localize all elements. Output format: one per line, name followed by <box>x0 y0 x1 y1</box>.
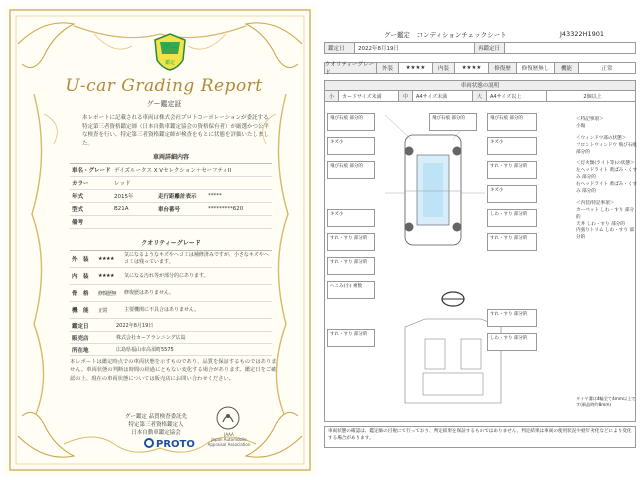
dealer-key: 販売店 <box>72 335 89 342</box>
damage-label: すれ・すり 部分的 <box>327 257 375 275</box>
repair-label: 修復歴 <box>489 63 517 73</box>
dealer-key: 鑑定日 <box>72 323 89 330</box>
damage-label: キズ小 <box>327 209 375 227</box>
report-subtitle: グー鑑定証 <box>146 100 182 108</box>
org-line: 特定第三者資格鑑定人 <box>128 421 184 428</box>
org-line: グー鑑定 品質検査委託先 <box>124 414 188 420</box>
chassis-label: 車台番号 <box>158 207 181 213</box>
quality-row <box>70 302 272 319</box>
mileage-label: 走行距離計表示 <box>158 194 197 200</box>
quality-key: 骨 格 <box>72 291 89 297</box>
quality-desc: 気になる汚れ等が部分的にあります。 <box>124 272 209 279</box>
proto-logo <box>144 438 195 450</box>
size-big-label: 大 <box>473 91 487 101</box>
dealer-row <box>70 320 272 332</box>
quality-row <box>70 251 272 268</box>
size-big-value: A4サイズ以上 <box>487 91 547 101</box>
quality-key: 外 装 <box>72 257 89 263</box>
damage-label: 飛び石痕 部分的 <box>429 113 477 131</box>
size-small-label: 小 <box>325 91 339 101</box>
size-small-value: カードサイズ未満 <box>339 91 399 101</box>
detail-row <box>70 203 272 216</box>
detail-key: カラー <box>72 181 89 187</box>
quality-row <box>70 268 272 285</box>
size-count: 2個以上 <box>583 93 602 100</box>
remarks-label: 備考 <box>72 220 84 226</box>
note-line: 左ヘッドライト 黄ばみ・くすみ 部分的 <box>576 168 638 181</box>
damage-label: キズ小 <box>327 137 375 155</box>
damage-label: へこみ(小) 複数 <box>327 281 375 299</box>
damage-label: 飛び石痕 部分的 <box>327 113 375 131</box>
repair-value: 修復歴無し <box>517 63 555 73</box>
model-value: B21A <box>114 206 129 212</box>
damage-label: キズ小 <box>487 185 537 203</box>
quality-stars: 正常 <box>98 307 108 314</box>
special-notes <box>576 117 638 242</box>
quality-desc: 修復歴はありません。 <box>124 289 175 296</box>
appraisal-date-row <box>324 42 636 54</box>
note-line: 天井 しわ・すり 部分的 <box>576 221 625 227</box>
dealer-value: 株式会社カーアランニング広島 <box>116 335 186 341</box>
size-mid-label: 中 <box>399 91 413 101</box>
vehicle-details <box>70 150 272 319</box>
note-line: ＜内装/特記事項＞ <box>576 200 615 206</box>
function-value: 正常 <box>601 66 613 72</box>
proto-text: PROTO <box>156 439 195 450</box>
certificate-note: 本レポートは鑑定時点での車両状態を示すものであり、品質を保証するものではありません。車両状態の判断は時間の経過にともない変化する場合があります。鑑定日をご確認の上、現在の車両状態については販売店にお問い合わせください。 <box>70 359 277 382</box>
jaaa-sub: Japan Automobile Appraisal Association <box>207 437 251 447</box>
note-line: ＜ウィンドウ部の状態＞ <box>576 135 627 141</box>
mileage-value: ***** <box>208 193 222 199</box>
tire-note: タイヤ溝は4輪全て4mm以上です(新品時約8mm) <box>576 396 636 407</box>
note-line: カーペット しわ・すり 部分的 <box>576 207 635 220</box>
sheet-title: グー鑑定 コンディションチェックシート <box>384 31 507 39</box>
damage-label: 飛び石痕 部分的 <box>327 161 375 179</box>
note-line: フロントウィンドウ 飛び石痕 部分的 <box>576 142 637 155</box>
note-line: ＜灯火類(ライト等)の状態＞ <box>576 161 635 167</box>
vehicle-section-title: 車両詳細内容 <box>70 150 272 164</box>
dealer-key: 所在地 <box>72 347 89 354</box>
quality-desc: 気になるようなキズやヘコミは補修済みですが、小さなキズやヘコミは残っています。 <box>124 252 269 265</box>
detail-row <box>70 190 272 203</box>
quality-desc: 主要機関に不具合はありません。 <box>124 306 200 313</box>
dealer-details <box>70 320 272 356</box>
sheet-disclaimer: 車両状態の確認は、鑑定師の目視にて行っており、判定結果を保証するものではありません。判定結果は車両の使用状況や経年劣化などにより変化する場合があります。 <box>324 426 636 448</box>
year-label: 年式 <box>72 194 84 200</box>
reappraisal-value <box>505 43 635 53</box>
exterior-value: ★★★★ <box>399 63 433 73</box>
logo-main-text: グー <box>162 43 178 52</box>
quality-grade-row <box>324 62 636 74</box>
jaaa-caption <box>204 432 254 447</box>
appraiser-organization <box>96 414 216 438</box>
exterior-label: 外装 <box>377 63 399 73</box>
damage-label: しわ・すり 部分的 <box>487 333 537 351</box>
damage-label: すれ・すり 部分的 <box>487 309 537 327</box>
detail-value: レッド <box>114 181 131 187</box>
function-label: 機能 <box>555 63 579 73</box>
damage-label: すれ・すり 部分的 <box>327 233 375 251</box>
damage-label: すれ・すり 部分的 <box>487 161 537 179</box>
quality-row <box>70 285 272 302</box>
jaaa-emblem-icon <box>216 406 240 430</box>
quality-section-title: クオリティーグレード <box>70 235 272 251</box>
damage-label: すれ・すり 部分的 <box>327 329 375 347</box>
detail-row <box>70 164 272 177</box>
detail-key: 車名・グレード <box>72 168 111 174</box>
interior-value: ★★★★ <box>455 63 489 73</box>
damage-label: しわ・すり 部分的 <box>487 209 537 227</box>
size-legend <box>325 91 635 102</box>
logo-sub-text: 鑑定 <box>164 60 175 66</box>
goo-kantei-logo <box>152 32 188 72</box>
dealer-row <box>70 332 272 344</box>
damage-label: キズ小 <box>487 137 537 155</box>
note-line: 内張りトリム しわ・すり 部分的 <box>576 228 635 241</box>
detail-value: デイズルークス X Vセレクション＋セーフティII <box>114 168 232 174</box>
report-title: U-car Grading Report <box>65 76 263 96</box>
interior-label: 内装 <box>433 63 455 73</box>
proto-circle-icon <box>144 438 154 448</box>
note-line: 小傷 <box>576 123 586 129</box>
dealer-row <box>70 344 272 356</box>
reappraisal-label: 再鑑定日 <box>475 43 505 53</box>
size-mid-value: A4サイズ未満 <box>413 91 473 101</box>
quality-stars: ★★★★ <box>98 256 114 262</box>
jaaa-label: JAAA <box>224 432 234 437</box>
quality-stars: ★★★★ <box>98 273 114 279</box>
grading-certificate <box>4 4 316 476</box>
chassis-value: *********620 <box>208 206 244 212</box>
detail-row <box>70 177 272 190</box>
report-intro: 本レポートに記載される車両は株式会社プロトコーポレーションが委託する特定第三者資格鑑定師（日本自動車鑑定協会の資格保有者）が厳選かつ公平な検査を行い、特定第三者資格鑑定師が検査をもとに状態を評価いたしました。 <box>82 115 270 147</box>
panel-title: 車両状態の説明 <box>325 81 635 91</box>
org-line: 日本自動車鑑定協会 <box>131 429 181 436</box>
dealer-value: 広島県福山市高須町5575 <box>116 347 174 353</box>
note-line: 右ヘッドライト 黄ばみ・くすみ 部分的 <box>576 182 638 195</box>
quality-grade-label: クオリティーグレード <box>325 63 377 73</box>
damage-label: 飛び石痕 部分的 <box>487 113 537 131</box>
model-label: 型式 <box>72 207 84 213</box>
damage-label: すれ・すり 部分的 <box>487 233 537 251</box>
note-line: ＜特記事項＞ <box>576 117 604 122</box>
date-value: 2022年8月19日 <box>355 43 475 53</box>
quality-stars: 修復歴無 <box>98 290 117 297</box>
detail-row <box>70 216 272 229</box>
dealer-value: 2022年8月19日 <box>116 323 154 329</box>
year-value: 2015年 <box>114 194 134 200</box>
date-label: 鑑定日 <box>325 43 355 53</box>
sheet-id: J43322H1901 <box>560 30 605 38</box>
quality-key: 機 能 <box>72 308 89 314</box>
quality-key: 内 装 <box>72 274 89 280</box>
